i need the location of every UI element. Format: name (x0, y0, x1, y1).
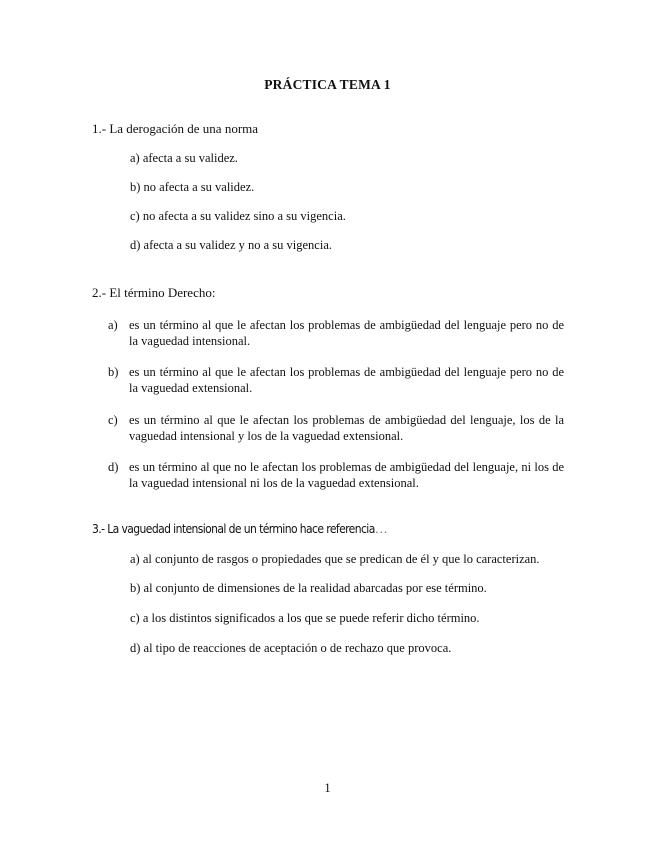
option-text: es un término al que no le afectan los problemas de ambigüedad del lenguaje, ni los de la vaguedad intensional ni los de la vaguedad extensional. (129, 460, 564, 490)
option-text: es un término al que le afectan los problemas de ambigüedad del lenguaje pero no de la vaguedad extensional. (129, 365, 564, 395)
page-number: 1 (324, 781, 331, 795)
question-3-option-d: d) al tipo de reacciones de aceptación o de rechazo que provoca. (130, 641, 452, 655)
question-2-option-a (108, 317, 564, 349)
question-3-ellipsis: … (374, 521, 388, 536)
option-marker: a) (108, 318, 118, 332)
option-marker: c) (108, 413, 118, 427)
question-2-option-d (108, 459, 564, 491)
question-3 (92, 521, 388, 537)
option-text: es un término al que le afectan los problemas de ambigüedad del lenguaje, los de la vaguedad intensional y los de la vaguedad extensional. (129, 413, 564, 443)
question-3-option-b: b) al conjunto de dimensiones de la realidad abarcadas por ese término. (130, 581, 487, 595)
question-3-option-c: c) a los distintos significados a los que se puede referir dicho término. (130, 611, 480, 625)
question-2-option-b (108, 364, 564, 396)
question-1: 1.- La derogación de una norma (92, 121, 259, 136)
question-1-option-d: d) afecta a su validez y no a su vigencia. (130, 238, 332, 252)
question-1-option-b: b) no afecta a su validez. (130, 180, 255, 194)
question-3-option-a: a) al conjunto de rasgos o propiedades que se predican de él y que lo caracterizan. (130, 552, 540, 566)
question-3-text: 3.- La vaguedad intensional de un término hace referencia (92, 522, 375, 536)
option-marker: d) (108, 460, 119, 474)
question-1-option-a: a) afecta a su validez. (130, 151, 238, 165)
option-text: es un término al que le afectan los problemas de ambigüedad del lenguaje pero no de la vaguedad intensional. (129, 318, 564, 348)
page-title: PRÁCTICA TEMA 1 (264, 77, 391, 92)
question-2-option-c (108, 412, 564, 444)
question-2: 2.- El término Derecho: (92, 285, 216, 300)
option-marker: b) (108, 365, 119, 379)
question-1-option-c: c) no afecta a su validez sino a su vigencia. (130, 209, 346, 223)
